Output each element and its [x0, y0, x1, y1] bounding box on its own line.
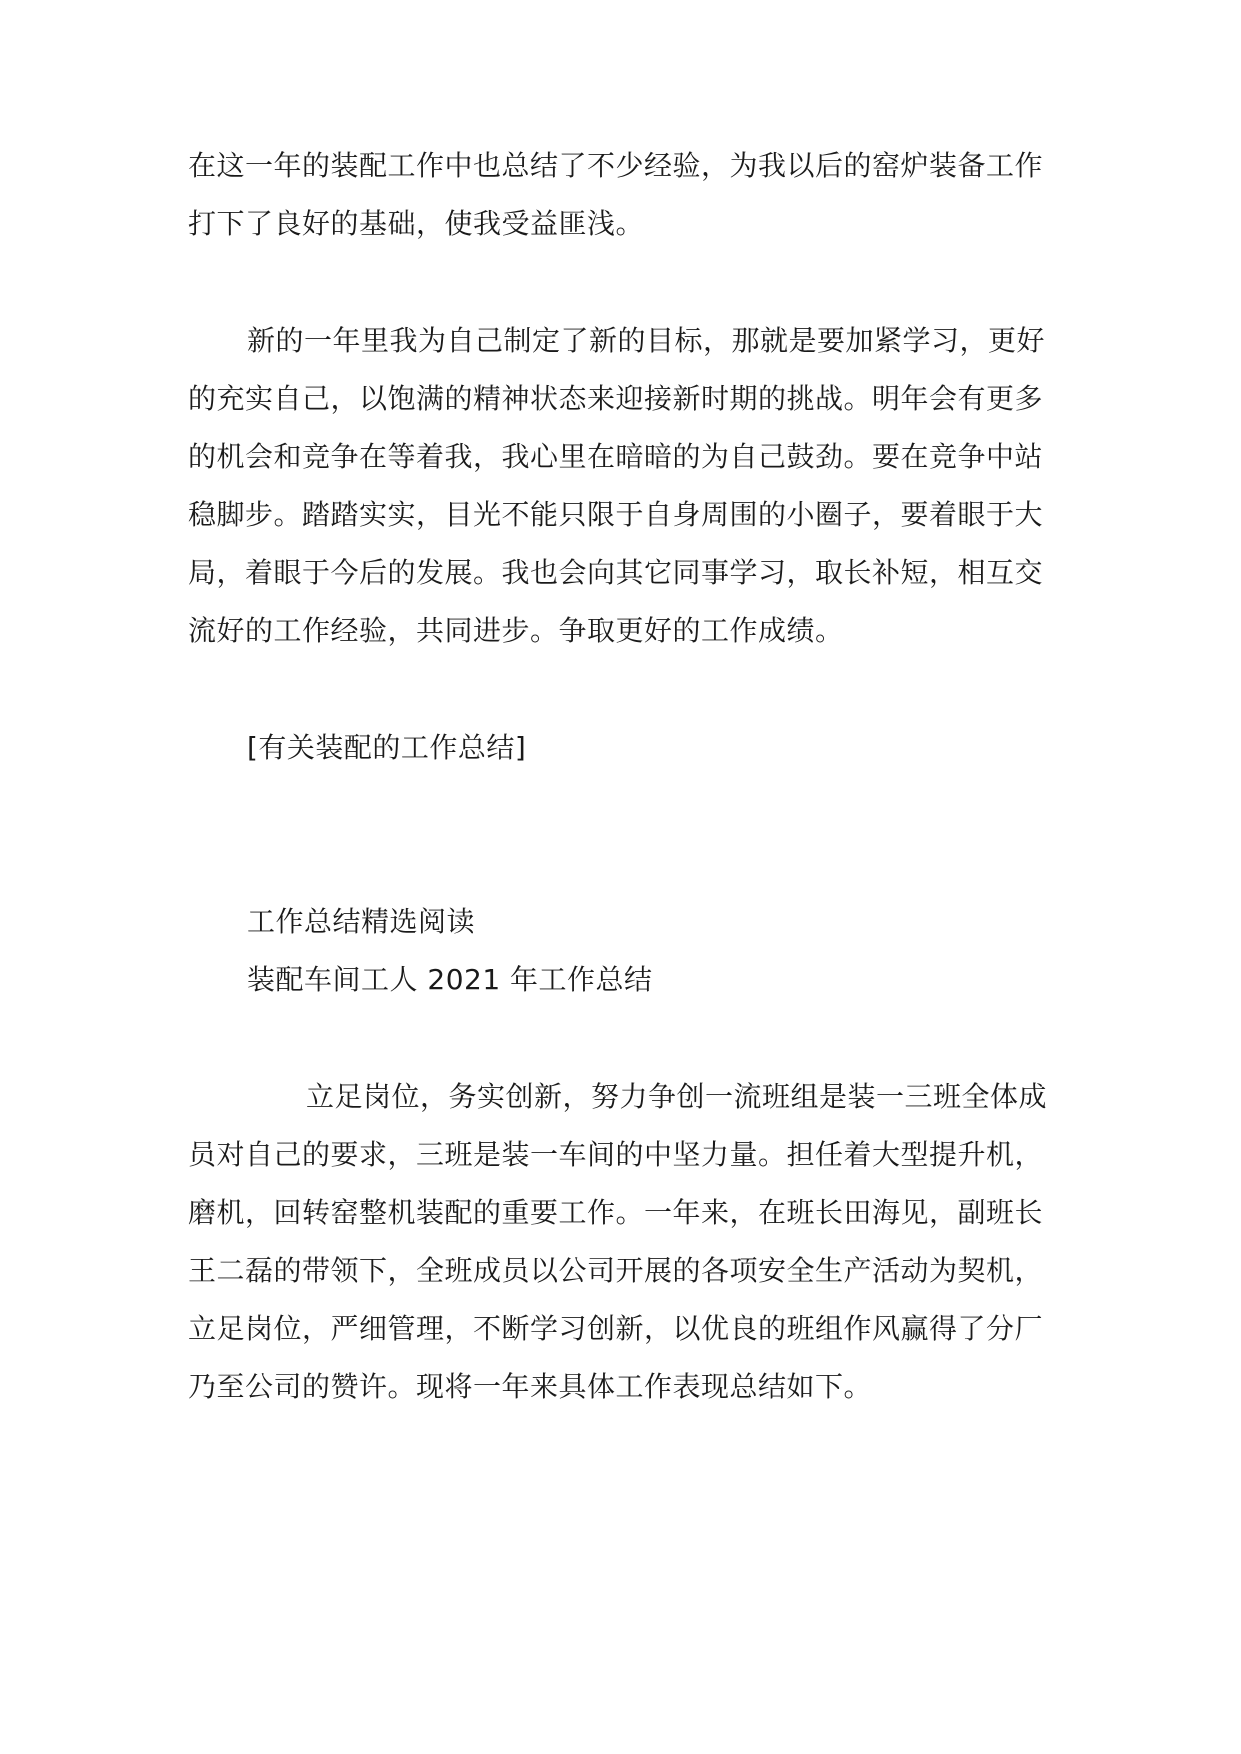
paragraph-line: 王二磊的带领下，全班成员以公司开展的各项安全生产活动为契机， — [188, 1254, 1044, 1287]
paragraph-line: 的充实自己，以饱满的精神状态来迎接新时期的挑战。明年会有更多 — [188, 382, 1044, 415]
paragraph-line: 乃至公司的赞许。现将一年来具体工作表现总结如下。 — [188, 1370, 873, 1403]
paragraph-line: 立足岗位，严细管理，不断学习创新，以优良的班组作风赢得了分厂 — [188, 1312, 1044, 1345]
paragraph-line: 局，着眼于今后的发展。我也会向其它同事学习，取长补短，相互交 — [188, 556, 1044, 589]
paragraph-line: 在这一年的装配工作中也总结了不少经验，为我以后的窑炉装备工作 — [188, 149, 1044, 182]
paragraph-line: 打下了良好的基础，使我受益匪浅。 — [188, 207, 645, 240]
paragraph-line: 员对自己的要求，三班是装一车间的中坚力量。担任着大型提升机， — [188, 1138, 1044, 1171]
paragraph-line: 流好的工作经验，共同进步。争取更好的工作成绩。 — [188, 614, 844, 647]
paragraph-line: 磨机，回转窑整机装配的重要工作。一年来，在班长田海见，副班长 — [188, 1196, 1044, 1229]
article-title: 装配车间工人 2021 年工作总结 — [247, 963, 653, 996]
paragraph-line: 的机会和竞争在等着我，我心里在暗暗的为自己鼓劲。要在竞争中站 — [188, 440, 1044, 473]
reading-header: 工作总结精选阅读 — [247, 905, 476, 938]
bracket-title: [有关装配的工作总结] — [247, 731, 527, 764]
paragraph-line: 稳脚步。踏踏实实，目光不能只限于自身周围的小圈子，要着眼于大 — [188, 498, 1044, 531]
paragraph-line: 新的一年里我为自己制定了新的目标，那就是要加紧学习，更好 — [247, 324, 1046, 357]
paragraph-line: 立足岗位，务实创新，努力争创一流班组是装一三班全体成 — [306, 1080, 1048, 1113]
